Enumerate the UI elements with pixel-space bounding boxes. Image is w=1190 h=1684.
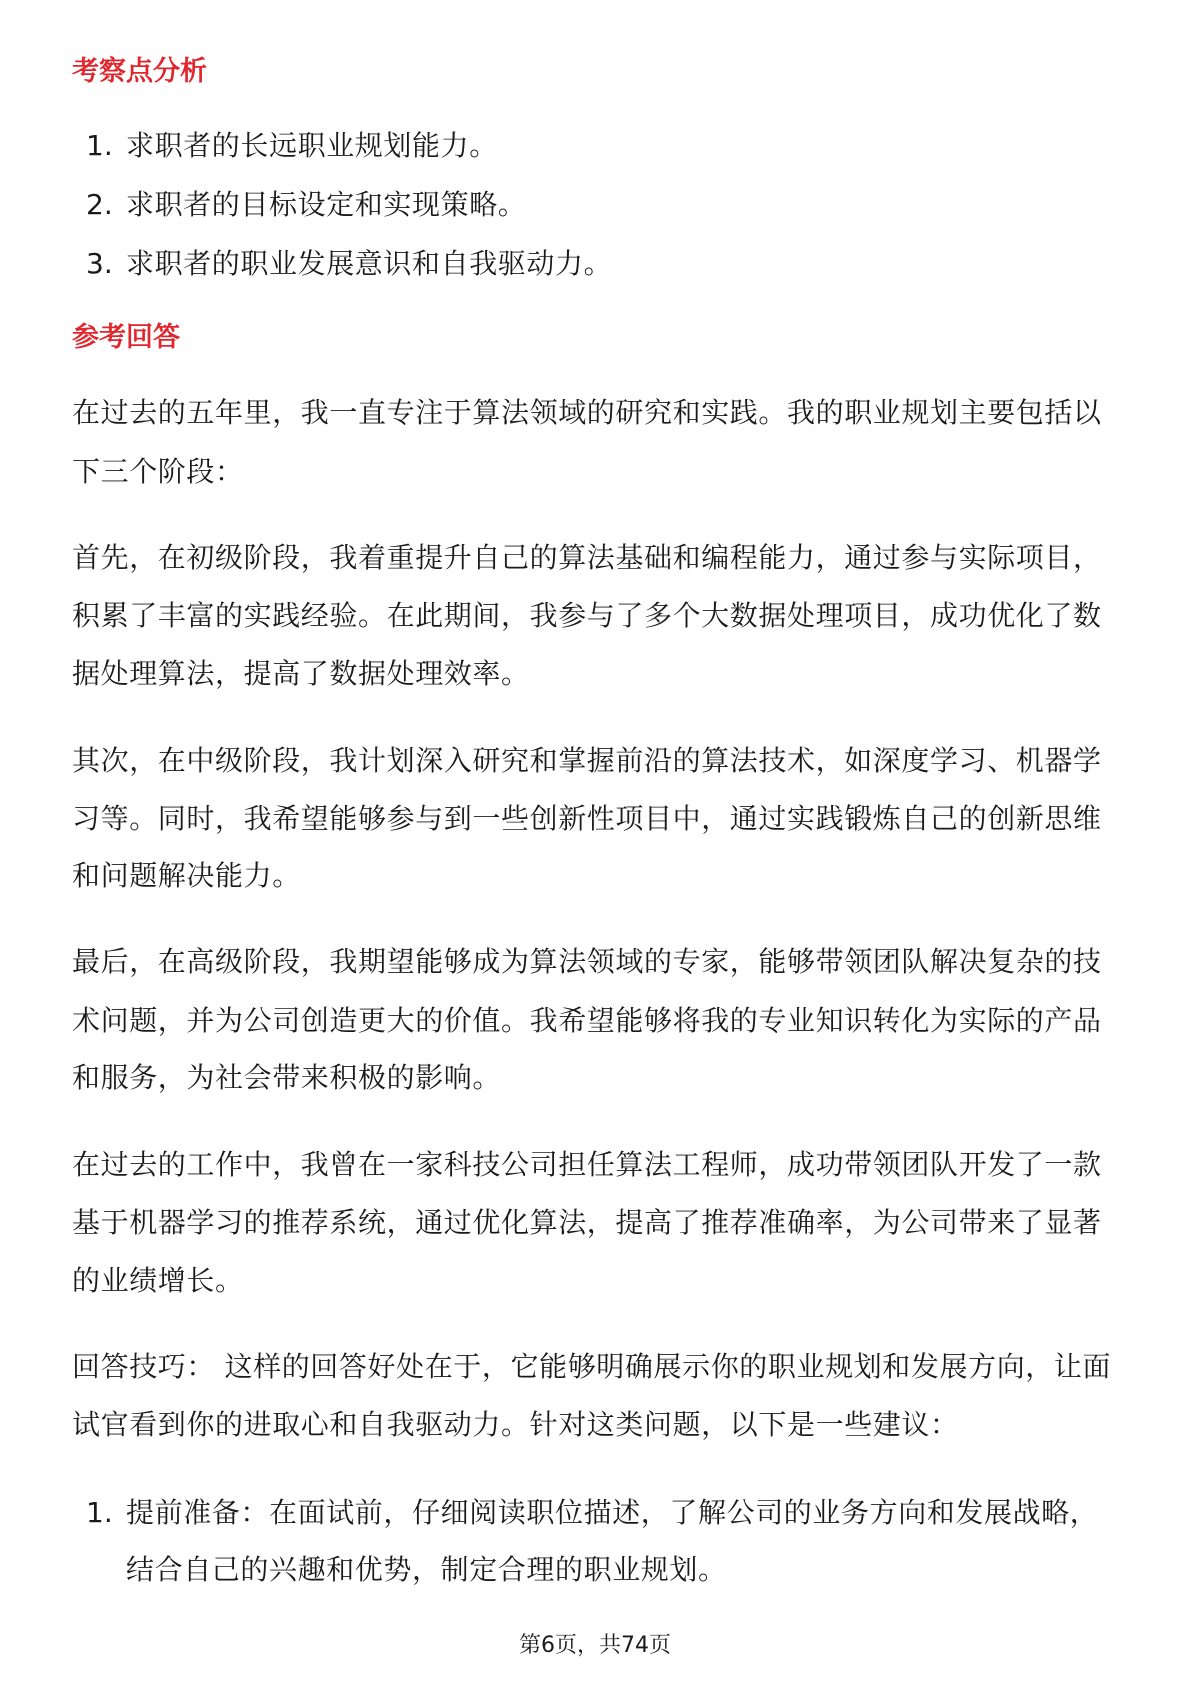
analysis-item-text: 求职者的目标设定和实现策略。 <box>126 188 527 221</box>
paragraph-line: 据处理算法，提高了数据处理效率。 <box>72 657 530 690</box>
analysis-heading: 考察点分析 <box>72 56 207 87</box>
tips-item-number: 1. <box>86 1496 113 1529</box>
paragraph-line: 和问题解决能力。 <box>72 859 301 892</box>
paragraph-line: 积累了丰富的实践经验。在此期间，我参与了多个大数据处理项目，成功优化了数 <box>72 599 1102 632</box>
analysis-item-number: 2. <box>86 188 113 221</box>
paragraph-line: 在过去的工作中，我曾在一家科技公司担任算法工程师，成功带领团队开发了一款 <box>72 1148 1102 1181</box>
analysis-item-text: 求职者的职业发展意识和自我驱动力。 <box>126 247 613 280</box>
paragraph-line: 其次，在中级阶段，我计划深入研究和掌握前沿的算法技术，如深度学习、机器学 <box>72 744 1102 777</box>
paragraph-line: 回答技巧： 这样的回答好处在于，它能够明确展示你的职业规划和发展方向，让面 <box>72 1350 1112 1383</box>
paragraph-line: 的业绩增长。 <box>72 1264 244 1297</box>
paragraph-line: 术问题，并为公司创造更大的价值。我希望能够将我的专业知识转化为实际的产品 <box>72 1004 1102 1037</box>
paragraph-line: 首先，在初级阶段，我着重提升自己的算法基础和编程能力，通过参与实际项目， <box>72 541 1102 574</box>
tips-item-line: 提前准备：在面试前，仔细阅读职位描述，了解公司的业务方向和发展战略， <box>126 1496 1099 1529</box>
analysis-item-number: 1. <box>86 129 113 162</box>
analysis-item-number: 3. <box>86 247 113 280</box>
analysis-item-text: 求职者的长远职业规划能力。 <box>126 129 498 162</box>
paragraph-line: 在过去的五年里，我一直专注于算法领域的研究和实践。我的职业规划主要包括以 <box>72 396 1102 429</box>
paragraph-line: 基于机器学习的推荐系统，通过优化算法，提高了推荐准确率，为公司带来了显著 <box>72 1206 1102 1239</box>
answer-heading: 参考回答 <box>72 322 180 353</box>
paragraph-line: 最后，在高级阶段，我期望能够成为算法领域的专家，能够带领团队解决复杂的技 <box>72 945 1102 978</box>
paragraph-line: 试官看到你的进取心和自我驱动力。针对这类问题，以下是一些建议： <box>72 1408 959 1441</box>
page-number: 第6页，共74页 <box>519 1633 671 1658</box>
paragraph-line: 习等。同时，我希望能够参与到一些创新性项目中，通过实践锻炼自己的创新思维 <box>72 802 1102 835</box>
paragraph-line: 和服务，为社会带来积极的影响。 <box>72 1061 502 1094</box>
tips-item-line: 结合自己的兴趣和优势，制定合理的职业规划。 <box>126 1553 727 1586</box>
paragraph-line: 下三个阶段： <box>72 455 244 488</box>
